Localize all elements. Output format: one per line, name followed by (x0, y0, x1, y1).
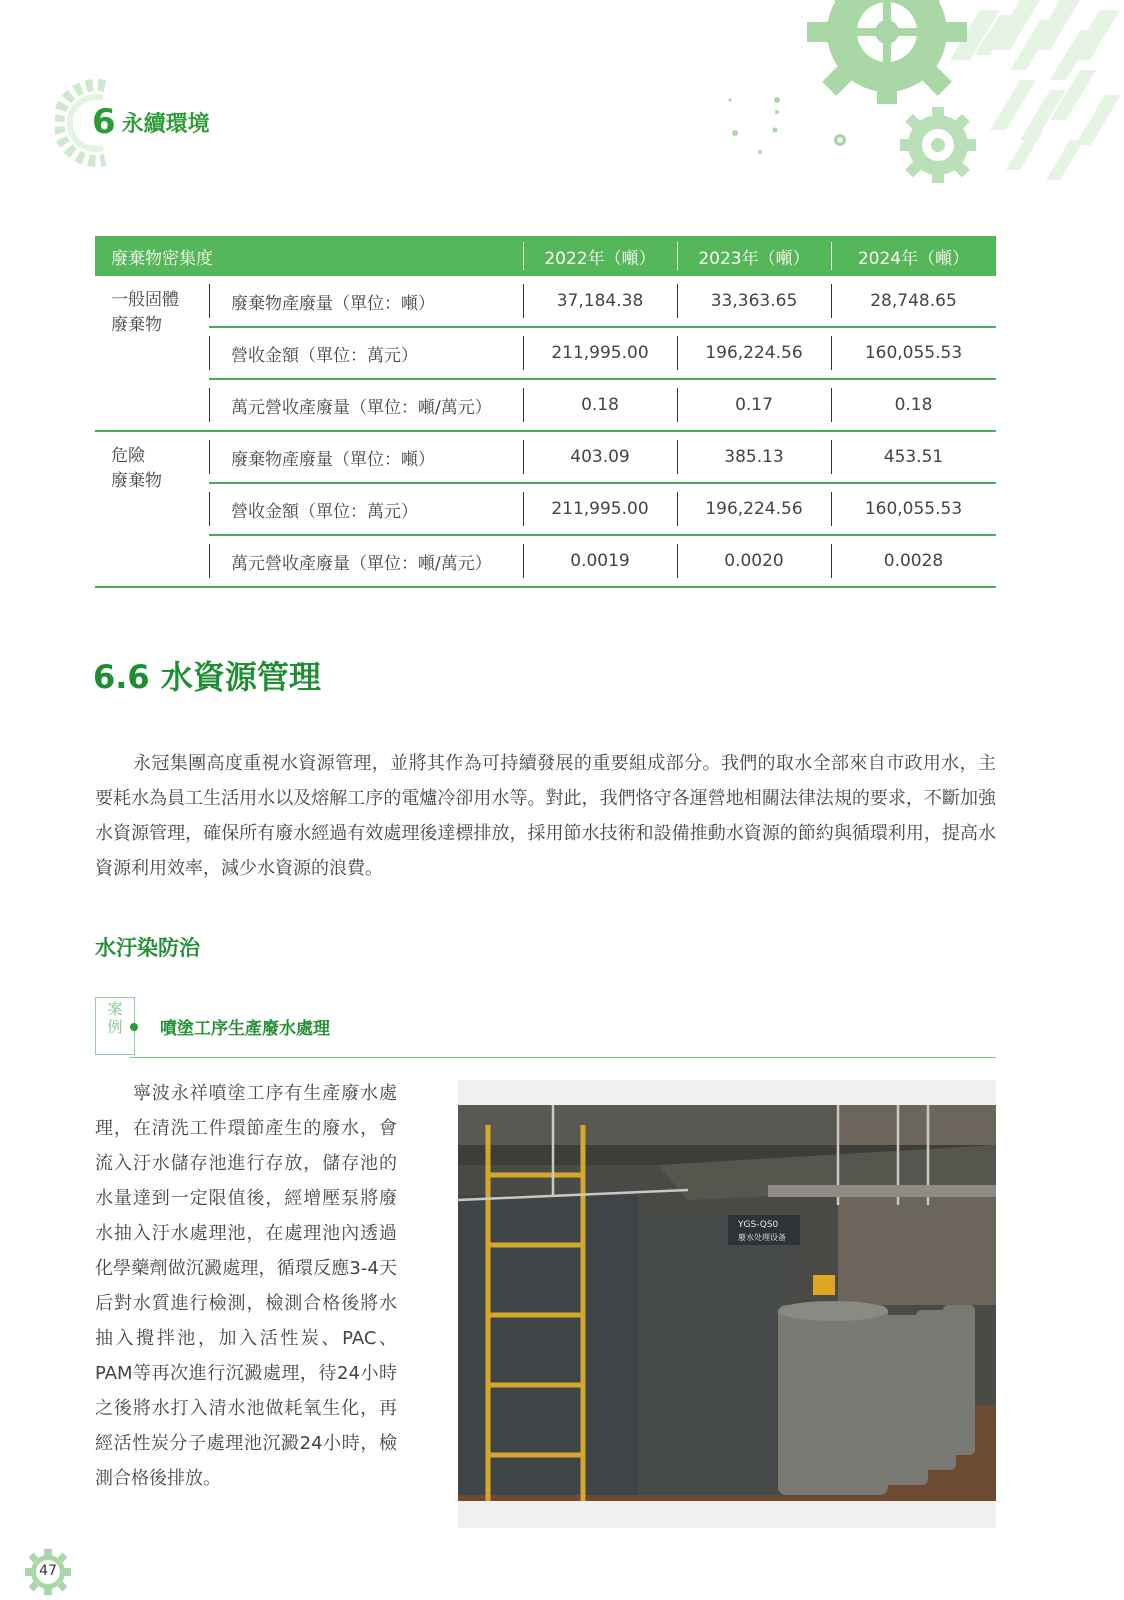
row-item-label: 營收金額（單位：萬元） (209, 483, 523, 535)
waste-intensity-table (95, 236, 996, 588)
cell-2024: 0.0028 (831, 535, 996, 587)
cell-2022: 403.09 (523, 431, 677, 483)
case-description: 寧波永祥噴塗工序有生產廢水處理，在清洗工件環節產生的廢水，會流入汙水儲存池進行存放，儲存池的水量達到一定限值後，經增壓泵將廢水抽入汙水處理池，在處理池內透過化學藥劑做沉澱處理，循環反應3-4天后對水質進行檢測，檢測合格後將水抽入攪拌池，加入活性炭、PAC、PAM等再次進行沉澱處理，待24小時之後將水打入清水池做耗氧生化，再經活性炭分子處理池沉澱24小時，檢測合格後排放。 (95, 1083, 397, 1489)
case-bullet-icon (130, 1023, 138, 1031)
cell-2024: 453.51 (831, 431, 996, 483)
subsection-title: 水汙染防治 (95, 936, 200, 960)
table-row (95, 276, 996, 327)
row-item-label: 廢棄物產廢量（單位：噸） (209, 431, 523, 483)
case-label-box (95, 997, 135, 1055)
table-header-2024: 2024年（噸） (831, 236, 996, 276)
cell-2024: 160,055.53 (831, 327, 996, 379)
table-row (95, 483, 996, 535)
cell-2023: 196,224.56 (677, 483, 831, 535)
cell-2024: 28,748.65 (831, 276, 996, 327)
group-general-solid-waste (95, 276, 209, 431)
cell-2023: 196,224.56 (677, 327, 831, 379)
cell-2022: 211,995.00 (523, 483, 677, 535)
group-name-line1: 危險 (111, 446, 145, 466)
table-header-2022: 2022年（噸） (523, 236, 677, 276)
cell-2023: 0.0020 (677, 535, 831, 587)
page-number: 47 (39, 1563, 57, 1579)
table-row (95, 327, 996, 379)
group-name-line1: 一般固體 (111, 290, 179, 310)
cell-2023: 0.17 (677, 379, 831, 431)
table-row (95, 379, 996, 431)
table-header-2023: 2023年（噸） (677, 236, 831, 276)
table-row (95, 535, 996, 587)
section-paragraph: 永冠集團高度重視水資源管理，並將其作為可持續發展的重要組成部分。我們的取水全部來自市政用水，主要耗水為員工生活用水以及熔解工序的電爐冷卻用水等。對此，我們恪守各運營地相關法律法規的要求，不斷加強水資源管理，確保所有廢水經過有效處理後達標排放，採用節水技術和設備推動水資源的節約與循環利用，提高水資源利用效率，減少水資源的浪費。 (95, 753, 996, 879)
chapter-number: 6 (92, 102, 116, 142)
cell-2022: 37,184.38 (523, 276, 677, 327)
row-item-label: 萬元營收產廢量（單位：噸/萬元） (209, 379, 523, 431)
row-item-label: 營收金額（單位：萬元） (209, 327, 523, 379)
chapter-header (92, 102, 210, 142)
table-header-row (95, 236, 996, 276)
cell-2023: 385.13 (677, 431, 831, 483)
table-header-category: 廢棄物密集度 (95, 236, 523, 276)
section-title: 6.6 水資源管理 (93, 658, 321, 696)
cell-2022: 0.18 (523, 379, 677, 431)
photo-sign-line1: YGS-QS0 (738, 1220, 779, 1230)
cell-2024: 160,055.53 (831, 483, 996, 535)
case-divider (130, 1057, 996, 1058)
case-title: 噴塗工序生產廢水處理 (160, 1019, 330, 1039)
cell-2023: 33,363.65 (677, 276, 831, 327)
photo-sign-line2: 廢水处理设备 (738, 1233, 786, 1242)
group-name-line2: 廢棄物 (111, 315, 162, 335)
chapter-title: 永續環境 (121, 111, 210, 137)
cell-2022: 0.0019 (523, 535, 677, 587)
table-row (95, 431, 996, 483)
case-label-line2: 例 (107, 1018, 123, 1036)
wastewater-treatment-photo (458, 1105, 996, 1501)
row-item-label: 廢棄物產廢量（單位：噸） (209, 276, 523, 327)
cell-2022: 211,995.00 (523, 327, 677, 379)
group-name-line2: 廢棄物 (111, 471, 162, 491)
case-label-line1: 案 (107, 1000, 123, 1018)
row-item-label: 萬元營收產廢量（單位：噸/萬元） (209, 535, 523, 587)
group-hazardous-waste (95, 431, 209, 587)
cell-2024: 0.18 (831, 379, 996, 431)
decorative-gears-icon (700, 0, 1124, 200)
